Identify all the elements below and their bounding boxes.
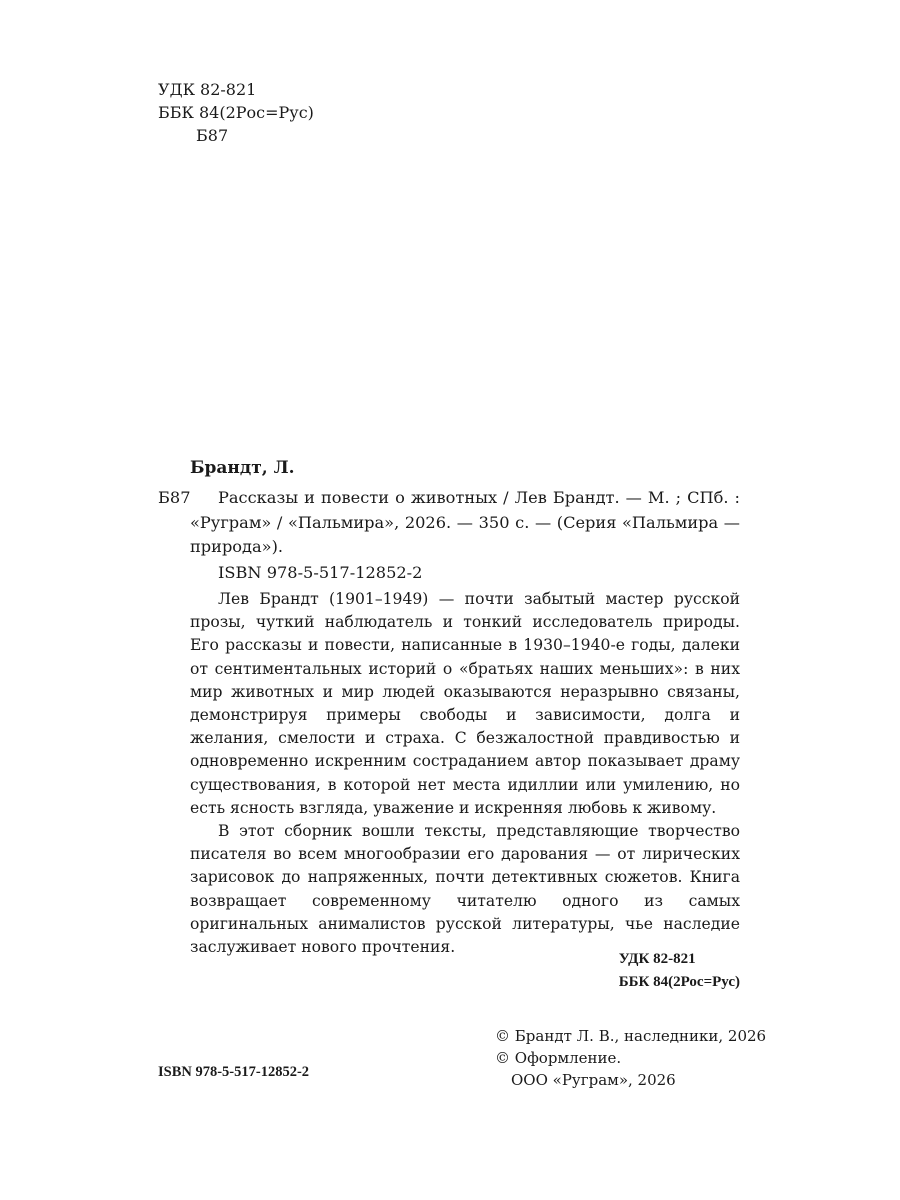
bbk-code: ББК 84(2Рос=Рус) [158, 103, 314, 122]
annotation-paragraph: Лев Брандт (1901–1949) — почти забытый мастер русской прозы, чуткий наблюдатель и тонкий исследователь природы. Его рассказы и повести, написанные в 1930–1940-е годы, далеки от сентиментальных историй о «братьях наших меньших»: в них мир животных и мир людей оказываются неразрывно связаны, демонстрируя примеры свободы и зависимости, долга и желания, смелости и страха. С безжалостной правдивостью и одновременно искренним состраданием автор показывает драму существования, в которой нет места идиллии или умилению, но есть ясность взгляда, уважение и искренняя любовь к живому. [190, 590, 740, 817]
bibliographic-record [158, 486, 740, 560]
copyright-publisher: ООО «Руграм», 2026 [511, 1071, 676, 1089]
annotation-paragraph: В этот сборник вошли тексты, представляющие творчество писателя во всем многообразии его дарования — от лирических зарисовок до напряженных, почти детективных сюжетов. Книга возвращает современному читателю одного из самых оригинальных анималистов русской литературы, чье наследие заслуживает нового прочтения. [190, 822, 740, 957]
annotation [190, 588, 740, 959]
top-classification-block [158, 78, 314, 147]
bottom-udk-code: УДК 82-821 [618, 951, 696, 967]
bottom-classification-block [619, 948, 740, 994]
record-author-code: Б87 [158, 488, 191, 507]
bottom-bbk-code: ББК 84(2Рос=Рус) [618, 974, 740, 990]
record-description: Рассказы и повести о животных / Лев Брандт. — М. ; СПб. : «Руграм» / «Пальмира», 2026. — 350 с. — (Серия «Пальмира — природа»). [190, 488, 740, 557]
copyright-author: © Брандт Л. В., наследники, 2026 [495, 1027, 767, 1045]
record-isbn: ISBN 978-5-517-12852-2 [218, 563, 423, 582]
udk-code: УДК 82-821 [158, 80, 257, 99]
copyright-design: © Оформление. [495, 1049, 622, 1067]
author-code: Б87 [196, 126, 229, 145]
copyright-block [495, 1025, 766, 1091]
author-name: Брандт, Л. [190, 458, 295, 478]
footer-isbn: ISBN 978-5-517-12852-2 [158, 1064, 310, 1080]
